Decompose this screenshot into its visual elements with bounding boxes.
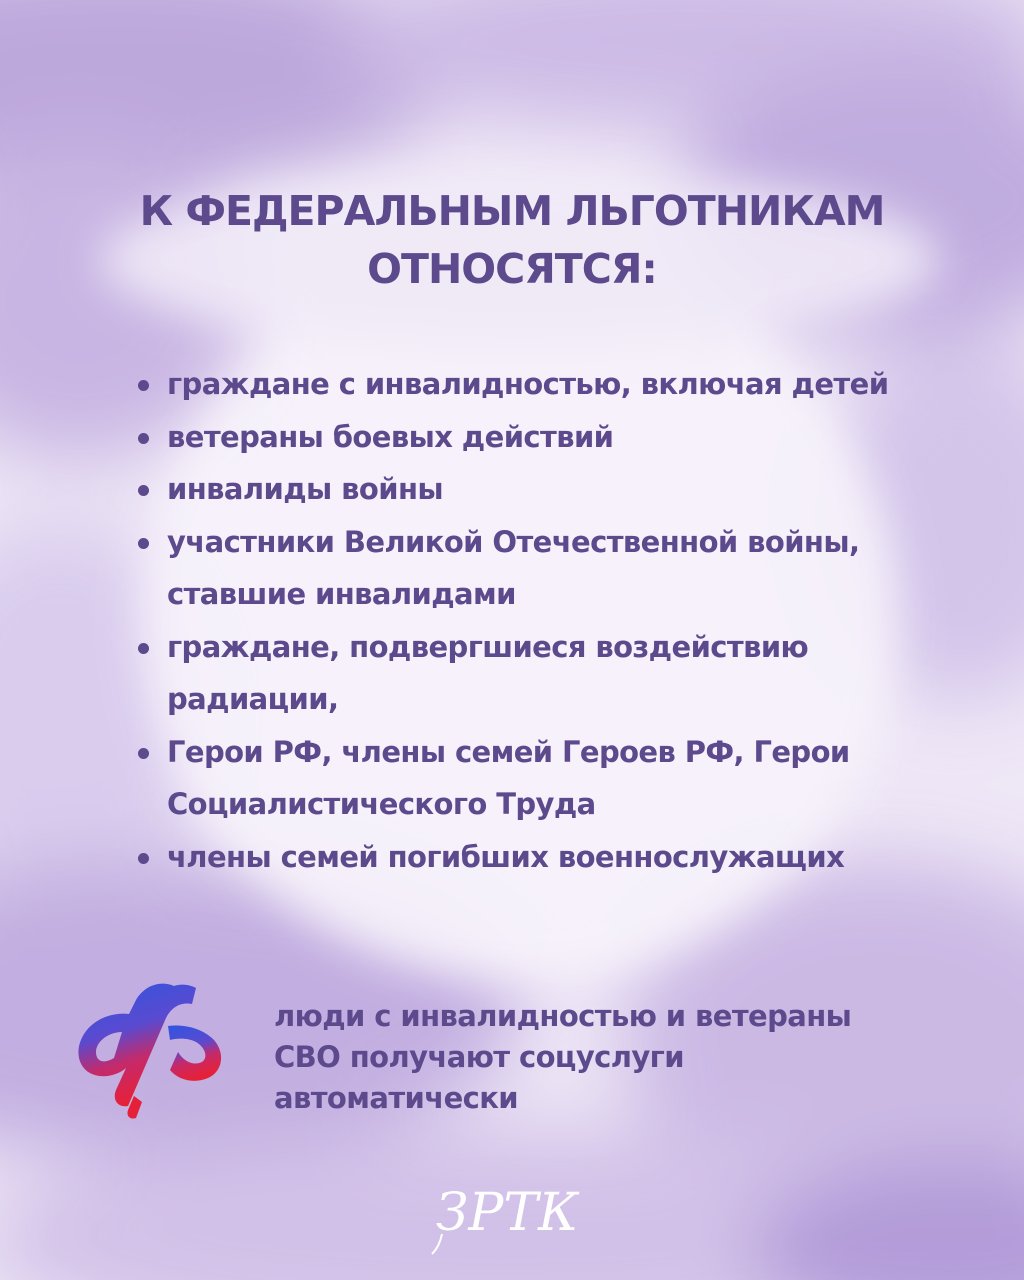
note-line-3: автоматически: [274, 1081, 519, 1115]
list-item: граждане с инвалидностью, включая детей: [135, 358, 935, 411]
note-line-1: люди с инвалидностью и ветераны: [274, 999, 852, 1033]
brand-mark-logo: [432, 1176, 579, 1258]
brand-mark-text: ЗРТК: [436, 1183, 579, 1243]
sfr-logo-icon: [74, 978, 230, 1128]
list-item: инвалиды войны: [135, 463, 935, 516]
list-item: ветераны боевых действий: [135, 411, 935, 464]
title-line-1: К ФЕДЕРАЛЬНЫМ ЛЬГОТНИКАМ: [139, 187, 885, 235]
beneficiaries-list: [135, 358, 935, 883]
note-line-2: СВО получают соцуслуги: [274, 1040, 684, 1074]
list-item: члены семей погибших военнослужащих: [135, 831, 935, 884]
list-item: участники Великой Отечественной войны, ставшие инвалидами: [135, 516, 935, 621]
list-item: Герои РФ, члены семей Героев РФ, Герои Социалистического Труда: [135, 726, 935, 831]
title-line-2: ОТНОСЯТСЯ:: [367, 245, 657, 293]
info-note: [274, 996, 994, 1119]
list-item: граждане, подвергшиеся воздействию радиации,: [135, 621, 935, 726]
page-title: [0, 182, 1024, 298]
